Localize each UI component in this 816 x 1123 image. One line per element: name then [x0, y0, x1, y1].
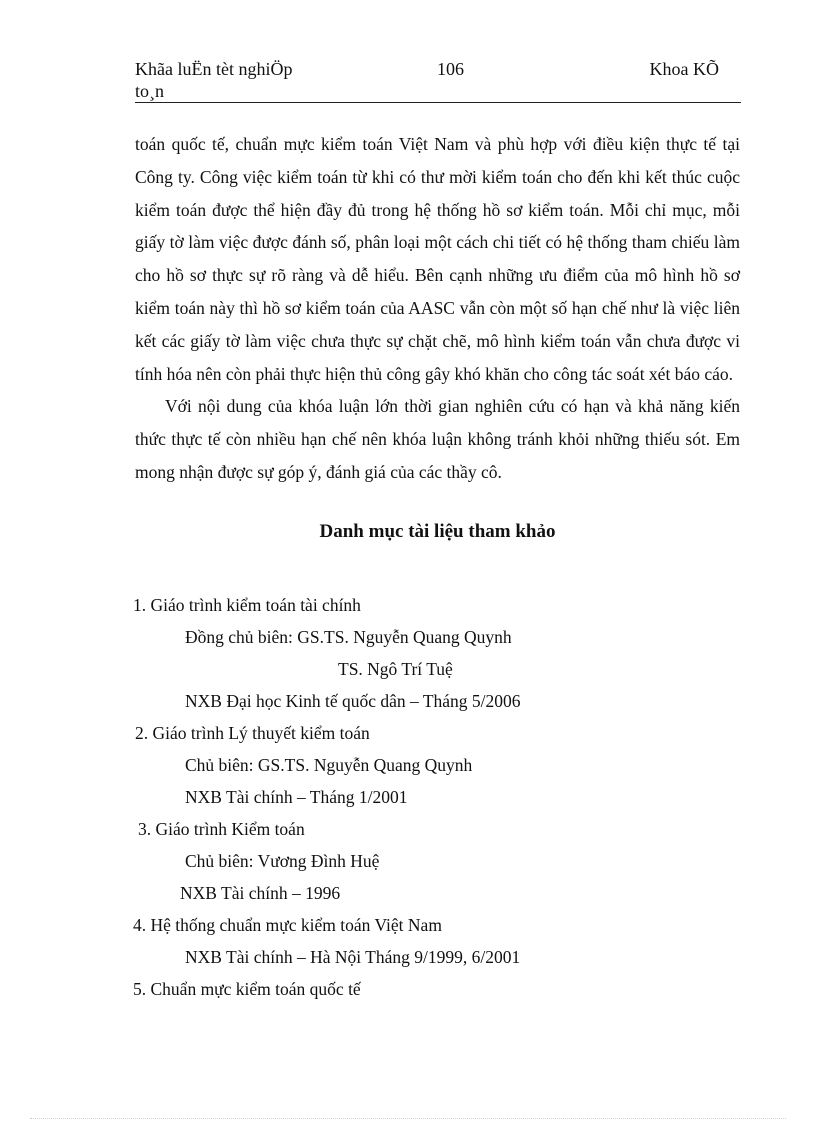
reference-item: 1. Giáo trình kiểm toán tài chính	[133, 595, 361, 615]
reference-detail: Chủ biên: GS.TS. Nguyễn Quang Quynh	[185, 755, 473, 775]
reference-item: 3. Giáo trình Kiểm toán	[138, 819, 305, 839]
reference-item: 4. Hệ thống chuẩn mực kiểm toán Việt Nam	[133, 915, 442, 935]
header-right: Khoa KÕ	[649, 59, 719, 79]
paragraph-2: Với nội dung của khóa luận lớn thời gian nghiên cứu có hạn và khả năng kiến thức thực tế còn nhiều hạn chế nên khóa luận không tránh khỏi những thiếu sót. Em mong nhận được sự góp ý, đánh giá của các thầy cô.	[135, 396, 740, 482]
page-bottom-border	[30, 1118, 786, 1119]
page-number: 106	[437, 59, 464, 79]
reference-detail: Chủ biên: Vương Đình Huệ	[185, 851, 380, 871]
paragraph-1: toán quốc tế, chuẩn mực kiểm toán Việt Nam và phù hợp với điều kiện thực tế tại Công ty. Công việc kiểm toán từ khi có thư mời kiểm toán cho đến khi kết thúc cuộc kiểm toán được thể hiện đầy đủ trong hệ thống hồ sơ kiểm toán. Mỗi chỉ mục, mỗi giấy tờ làm việc được đánh số, phân loại một cách chi tiết có hệ thống tham chiếu làm cho hồ sơ thực sự rõ ràng và dễ hiểu. Bên cạnh những ưu điểm của mô hình hồ sơ kiểm toán này thì hồ sơ kiểm toán của AASC vẫn còn một số hạn chế như là việc liên kết các giấy tờ làm việc chưa thực sự chặt chẽ, mô hình kiểm toán vẫn chưa được vi tính hóa nên còn phải thực hiện thủ công gây khó khăn cho công tác soát xét báo cáo.	[135, 134, 740, 384]
reference-detail: Đồng chủ biên: GS.TS. Nguyễn Quang Quynh	[185, 627, 512, 647]
reference-detail: NXB Tài chính – Tháng 1/2001	[185, 787, 408, 807]
header-left-line1: Khãa luËn tèt nghiÖp	[135, 59, 293, 79]
reference-detail: NXB Tài chính – Hà Nội Tháng 9/1999, 6/2001	[185, 947, 521, 967]
reference-detail: NXB Tài chính – 1996	[180, 883, 341, 903]
reference-item: 5. Chuẩn mực kiểm toán quốc tế	[133, 979, 361, 999]
header-left-line2: to¸n	[135, 81, 164, 101]
reference-item: 2. Giáo trình Lý thuyết kiểm toán	[135, 723, 370, 743]
reference-detail: TS. Ngô Trí Tuệ	[338, 659, 453, 679]
references-title: Danh mục tài liệu tham khảo	[319, 521, 556, 542]
reference-detail: NXB Đại học Kinh tế quốc dân – Tháng 5/2006	[185, 691, 521, 711]
